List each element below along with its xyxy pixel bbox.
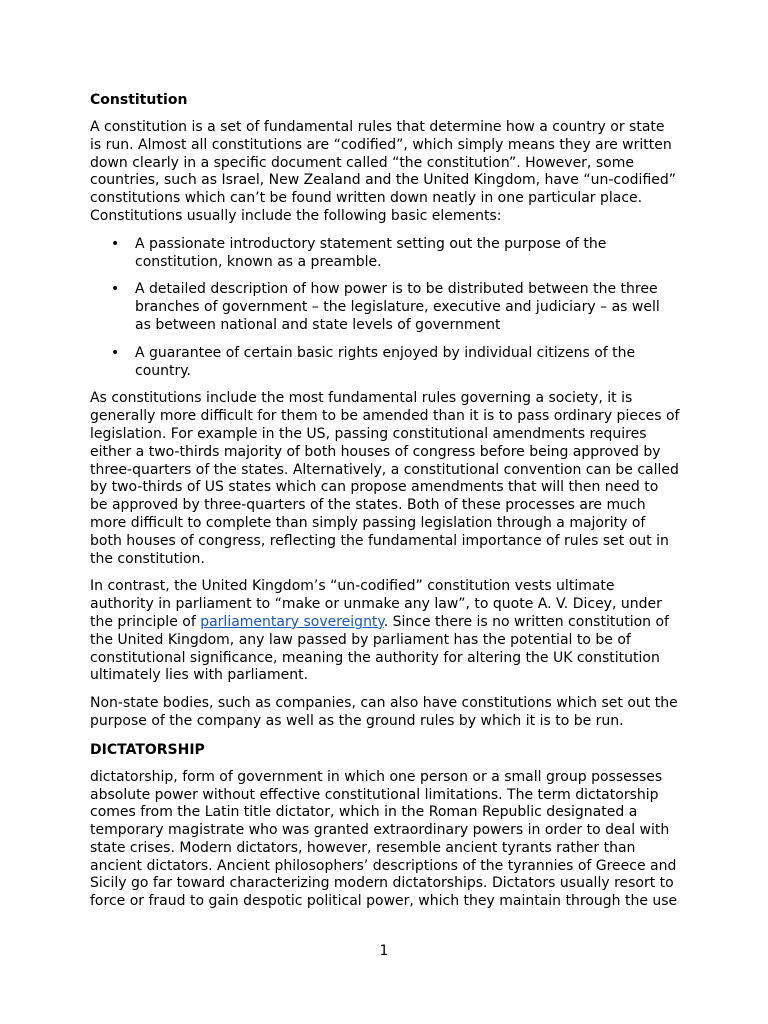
list-item-text: A passionate introductory statement setting out the purpose of the constitution, known as a preamble.	[135, 235, 607, 270]
paragraph-amendments: As constitutions include the most fundamental rules governing a society, it is generally more difficult for them to be amended than it is to pass ordinary pieces of legislation. For example in the US, passing constitutional amendments requires either a two-thirds majority of both houses of congress before being approved by three-quarters of the states. Alternatively, a constitutional convention can be called by two-thirds of US states which can propose amendments that will then need to be approved by three-quarters of the states. Both of these processes are much more difficult to complete than simply passing legislation through a majority of both houses of congress, reflecting the fundamental importance of rules set out in the constitution.	[90, 390, 680, 567]
constitution-elements-list	[90, 236, 680, 381]
paragraph-constitution-intro: A constitution is a set of fundamental rules that determine how a country or state is run. Almost all constitutions are “codified”, which simply means they are written down clearly in a specific document called “the constitution”. However, some countries, such as Israel, New Zealand and the United Kingdom, have “un-codified” constitutions which can’t be found written down neatly in one particular place. Constitutions usually include the following basic elements:	[90, 119, 677, 224]
parliamentary-sovereignty-link[interactable]: parliamentary sovereignty	[200, 613, 384, 630]
paragraph-dictatorship: dictatorship, form of government in which one person or a small group possesses absolute power without effective constitutional limitations. The term dictatorship comes from the Latin title dictator, which in the Roman Republic designated a temporary magistrate who was granted extraordinary powers in order to deal with state crises. Modern dictators, however, resemble ancient tyrants rather than ancient dictators. Ancient philosophers’ descriptions of the tyrannies of Greece and Sicily go far toward characterizing modern dictatorships. Dictators usually resort to force or fraud to gain despotic political power, which they maintain through the use	[90, 768, 678, 910]
section-heading-constitution: Constitution	[90, 92, 188, 108]
list-item	[111, 281, 680, 334]
paragraph-text-before-link: In contrast, the United Kingdom’s “un-codified” constitution vests ultimate authority in parliament to “make or unmake any law”, to quote A. V. Dicey, under the principle of	[90, 578, 662, 630]
paragraph-text-after-link: . Since there is no written constitution of the United Kingdom, any law passed by parliament has the potential to be of constitutional significance, meaning the authority for altering the UK constitution ultimately lies with parliament.	[90, 613, 669, 684]
bullet-icon: •	[111, 235, 120, 252]
list-item	[111, 235, 680, 272]
list-item-text: A guarantee of certain basic rights enjoyed by individual citizens of the country.	[135, 344, 636, 379]
paragraph-uk-constitution	[90, 578, 680, 685]
list-item-text: A detailed description of how power is to be distributed between the three branches of government – the legislature, executive and judiciary – as well as between national and state levels of government	[135, 281, 660, 333]
list-item	[111, 344, 680, 381]
bullet-icon: •	[111, 344, 120, 361]
section-heading-dictatorship: DICTATORSHIP	[90, 741, 205, 758]
paragraph-non-state-bodies: Non-state bodies, such as companies, can also have constitutions which set out the purpose of the company as well as the ground rules by which it is to be run.	[90, 695, 678, 729]
bullet-icon: •	[111, 281, 120, 298]
page-number: 1	[379, 943, 389, 959]
document-page	[90, 91, 680, 921]
